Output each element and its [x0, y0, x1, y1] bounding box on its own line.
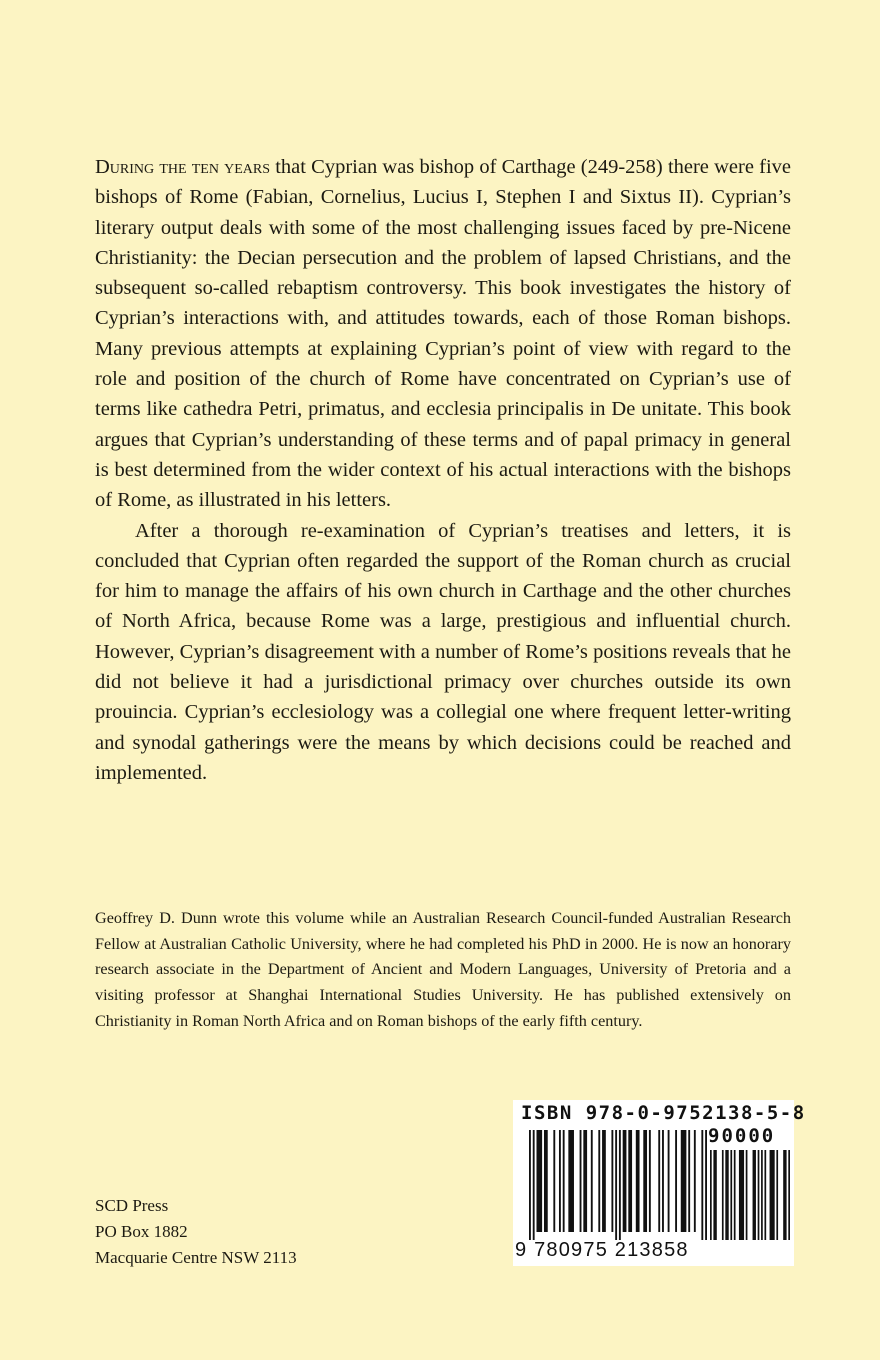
- ean-digits: 9 780975 213858: [515, 1239, 689, 1261]
- blurb-paragraph-2: After a thorough re-examination of Cyprian’s treatises and letters, it is concluded that Cyprian often regarded the support of the Roman church as crucial for him to manage the affairs of his own church in Carthage and the other churches of North Africa, because Rome was a large, prestigious and influential church. However, Cyprian’s disagreement with a number of Rome’s positions reveals that he did not believe it had a jurisdictional primacy over churches outside its own prouincia. Cyprian’s ecclesiology was a collegial one where frequent letter-writing and synodal gatherings were the means by which decisions could be reached and implemented.: [95, 519, 791, 784]
- back-cover-blurb: [95, 152, 791, 788]
- publisher-address: [95, 1193, 297, 1271]
- addon-bar: [764, 1150, 766, 1240]
- ean-bar: [701, 1130, 703, 1240]
- ean-bar: [694, 1130, 696, 1232]
- ean-bar: [559, 1130, 561, 1232]
- price-code: 90000: [708, 1125, 776, 1147]
- blurb-paragraph-1: [95, 152, 791, 516]
- addon-bar: [753, 1150, 756, 1240]
- publisher-name: SCD Press: [95, 1196, 169, 1215]
- addon-bar: [783, 1150, 786, 1240]
- addon-bar: [725, 1150, 728, 1240]
- ean-bar: [643, 1130, 647, 1232]
- addon-bar: [730, 1150, 732, 1240]
- addon-bar: [758, 1150, 760, 1240]
- ean-bar: [611, 1130, 613, 1232]
- ean-bar: [536, 1130, 542, 1232]
- isbn-barcode: [513, 1100, 806, 1266]
- ean-bar: [675, 1130, 677, 1232]
- addon-bar: [776, 1150, 778, 1240]
- ean-bar: [649, 1130, 651, 1232]
- blurb-lead-smallcaps: During the ten years: [95, 156, 271, 178]
- ean-bar: [598, 1130, 600, 1232]
- price-code-bars: [710, 1150, 790, 1240]
- ean-bar: [529, 1130, 531, 1240]
- addon-bar: [746, 1150, 748, 1240]
- addon-bar: [761, 1150, 763, 1240]
- addon-bar: [722, 1150, 724, 1240]
- ean-bar: [544, 1130, 548, 1232]
- addon-bar: [710, 1150, 712, 1240]
- ean-bar: [615, 1130, 617, 1240]
- ean-bar: [681, 1130, 687, 1232]
- publisher-po-box: PO Box 1882: [95, 1222, 188, 1241]
- ean-bar: [636, 1130, 640, 1232]
- ean-bar: [628, 1130, 632, 1232]
- author-bio: Geoffrey D. Dunn wrote this volume while an Australian Research Council-funded Australian Research Fellow at Australian Catholic University, where he had completed his PhD in 2000. He is now an honorary research associate in the Department of Ancient and Modern Languages, University of Pretoria and a visiting professor at Shanghai International Studies University. He has published extensively on Christianity in Roman North Africa and on Roman bishops of the early fifth century.: [95, 909, 791, 1030]
- ean-bar: [658, 1130, 660, 1232]
- ean-bar: [583, 1130, 587, 1232]
- ean-bar: [688, 1130, 690, 1232]
- addon-bar: [770, 1150, 775, 1240]
- ean-barcode-bars: [529, 1130, 707, 1240]
- ean-bar: [580, 1130, 582, 1232]
- addon-bar: [734, 1150, 736, 1240]
- ean-bar: [668, 1130, 670, 1232]
- ean-bar: [705, 1130, 707, 1240]
- ean-bar: [619, 1130, 621, 1240]
- ean-bar: [591, 1130, 593, 1232]
- publisher-locality: Macquarie Centre NSW 2113: [95, 1248, 297, 1267]
- isbn-number: ISBN 978-0-9752138-5-8: [521, 1102, 806, 1124]
- ean-bar: [662, 1130, 664, 1232]
- ean-bar: [553, 1130, 555, 1232]
- addon-bar: [788, 1150, 790, 1240]
- ean-bar: [533, 1130, 535, 1240]
- addon-bar: [713, 1150, 716, 1240]
- ean-bar: [563, 1130, 565, 1232]
- addon-bar: [739, 1150, 744, 1240]
- blurb-paragraph-1-text: that Cyprian was bishop of Carthage (249-258) there were five bishops of Rome (Fabian, Cornelius, Lucius I, Stephen I and Sixtus II). Cyprian’s literary output deals with some of the most challenging issues faced by pre-Nicene Christianity: the Decian persecution and the problem of lapsed Christians, and the subsequent so-called rebaptism controversy. This book investigates the history of Cyprian’s interactions with, and attitudes towards, each of those Roman bishops. Many previous attempts at explaining Cyprian’s point of view with regard to the role and position of the church of Rome have concentrated on Cyprian’s use of terms like cathedra Petri, primatus, and ecclesia principalis in De unitate. This book argues that Cyprian’s understanding of these terms and of papal primacy in general is best determined from the wider context of his actual interactions with the bishops of Rome, as illustrated in his letters.: [95, 156, 791, 512]
- ean-bar: [568, 1130, 574, 1232]
- ean-bar: [623, 1130, 627, 1232]
- ean-bar: [602, 1130, 606, 1232]
